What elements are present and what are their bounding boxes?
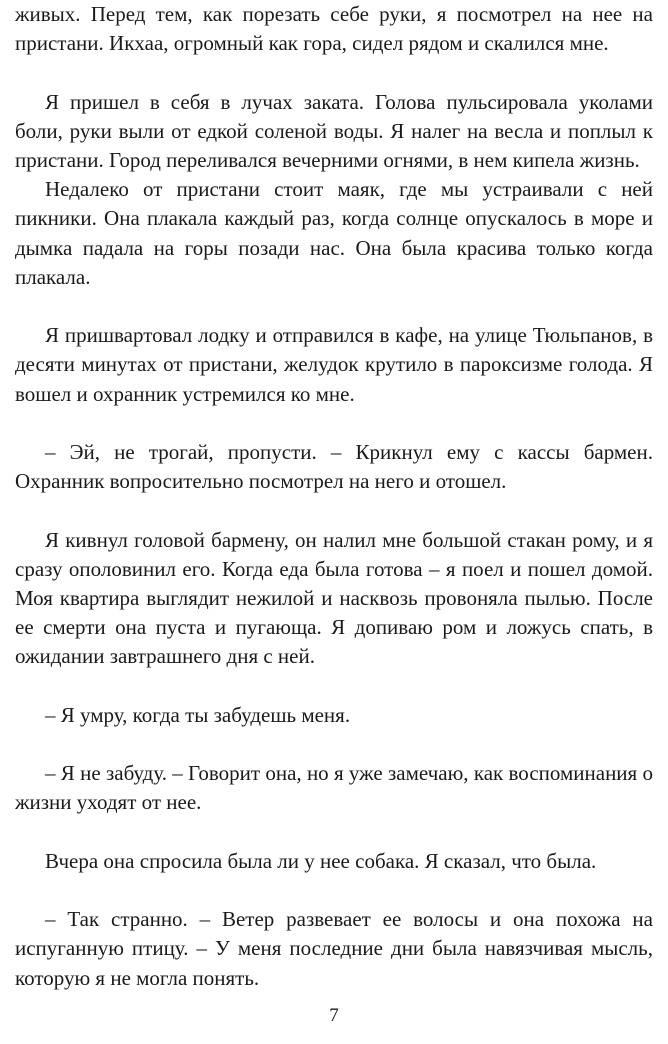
paragraph: Недалеко от пристани стоит маяк, где мы устраивали с ней пикники. Она плакала каждый раз, когда солнце опускалось в море и дымка падала на горы позади нас. Она была красива только когда плакала.: [15, 177, 653, 289]
paragraph: – Я не забуду. – Говорит она, но я уже замечаю, как воспоминания о жизни уходят от нее.: [15, 761, 653, 815]
paragraph: Вчера она спросила была ли у нее собака. Я сказал, что была.: [45, 848, 597, 873]
paragraph: Я пришел в себя в лучах заката. Голова пульсировала уколами боли, руки выли от едкой соленой воды. Я налег на весла и поплыл к пристани. Город переливался вечерними огнями, в нем кипела жизнь.: [15, 89, 653, 172]
text-column: [15, 0, 653, 993]
page-number: 7: [329, 1005, 339, 1026]
paragraph: – Я умру, когда ты забудешь меня.: [45, 702, 351, 727]
paragraph: Я пришвартовал лодку и отправился в кафе, на улице Тюльпанов, в десяти минутах от пристани, желудок крутило в пароксизме голода. Я вошел и охранник устремился ко мне.: [15, 323, 653, 406]
paragraph: – Так странно. – Ветер развевает ее волосы и она похожа на испуганную птицу. – У меня последние дни была навязчивая мысль, которую я не могла понять.: [15, 907, 653, 990]
paragraph: Я кивнул головой бармену, он налил мне большой стакан рому, и я сразу ополовинил его. Когда еда была готова – я поел и пошел домой. Моя квартира выглядит нежилой и насквозь провоняла пылью. После ее смерти она пуста и пугающа. Я допиваю ром и ложусь спать, в ожидании завтрашнего дня с ней.: [15, 527, 653, 669]
paragraph-continued: живых. Перед тем, как порезать себе руки, я посмотрел на нее на пристани. Икхаа, огромный как гора, сидел рядом и скалился мне.: [15, 2, 653, 56]
paragraph: – Эй, не трогай, пропусти. – Крикнул ему с кассы бармен. Охранник вопросительно посмотрел на него и отошел.: [15, 440, 653, 494]
